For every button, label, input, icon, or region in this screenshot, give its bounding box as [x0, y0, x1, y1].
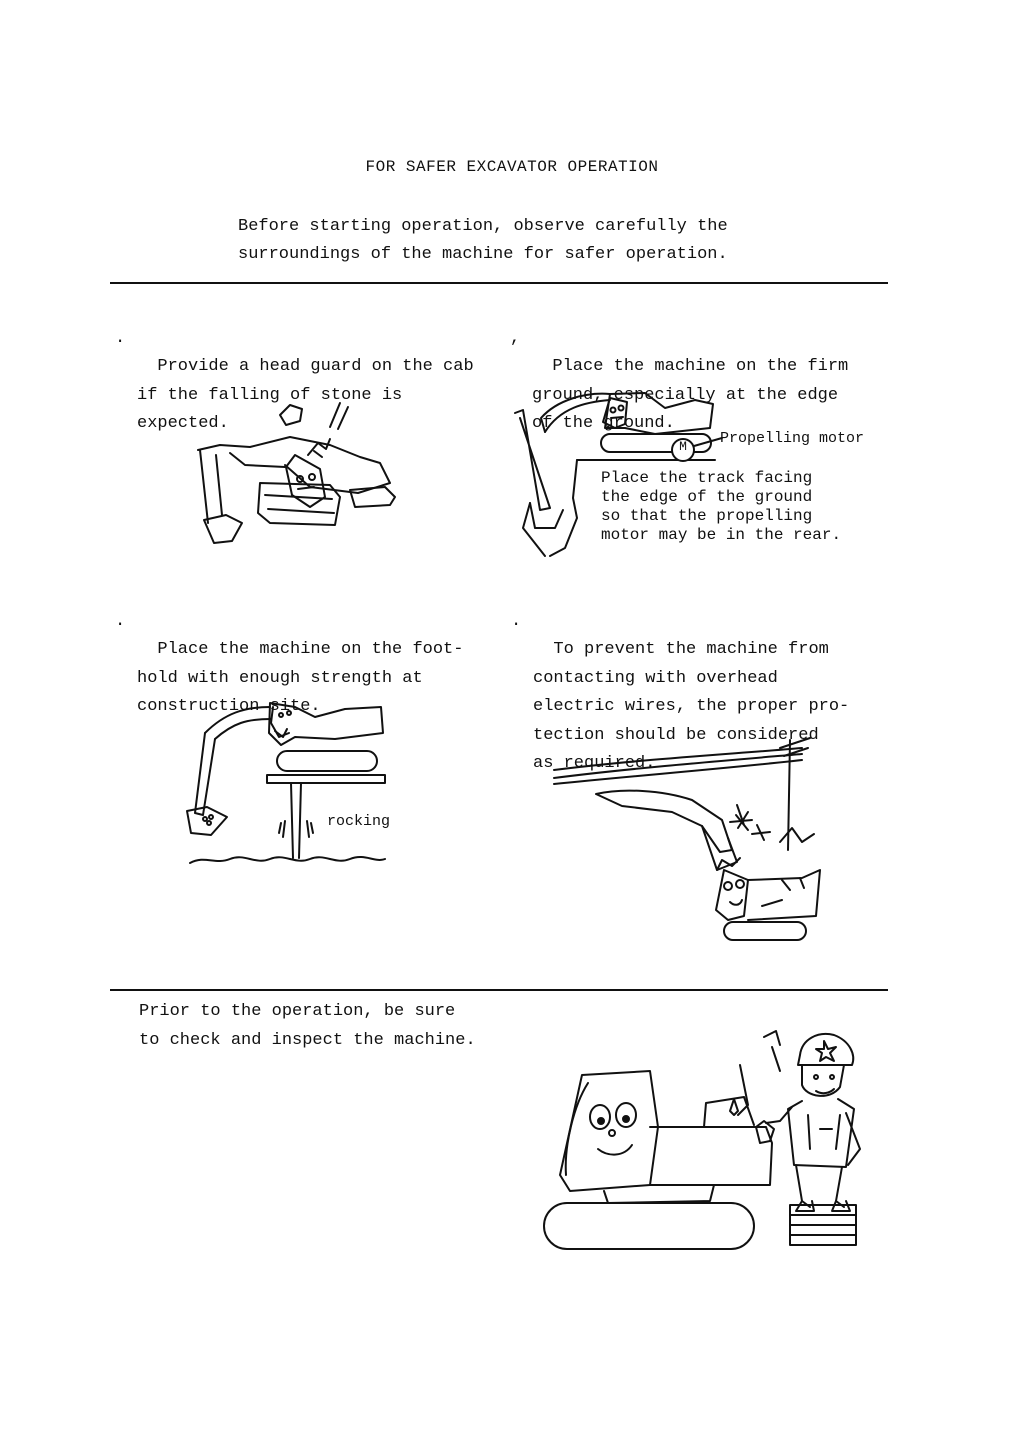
intro-text: Before starting operation, observe carefully the surroundings of the machine for safer operation.: [238, 217, 728, 264]
bullet: ,: [510, 328, 521, 348]
rocking-label: rocking: [327, 813, 391, 830]
motor-symbol-label: M: [679, 439, 687, 454]
propelling-motor-callout: Propelling motor: [720, 430, 865, 447]
excavator-falling-stone-illustration: [190, 395, 420, 550]
top-divider: [110, 282, 888, 284]
bullet: .: [511, 611, 522, 631]
bullet: .: [115, 611, 126, 631]
worker-inspecting-excavator-illustration: [540, 1025, 870, 1260]
track-placement-note: Place the track facing the edge of the ground so that the propelling motor may be in the rear.: [601, 469, 842, 544]
section-text: Provide a head guard on the cab if the falling of stone is expected.: [137, 357, 474, 433]
section-text: To prevent the machine from contacting with overhead electric wires, the proper pro- tection should be considered as required.: [533, 640, 850, 773]
excavator-rocking-foothold-illustration: [185, 693, 395, 868]
excavator-overhead-wires-illustration: [552, 730, 832, 945]
bullet: .: [115, 328, 126, 348]
bottom-divider: [110, 989, 888, 991]
inspection-text: Prior to the operation, be sure to check and inspect the machine.: [139, 1002, 476, 1050]
page-title: FOR SAFER EXCAVATOR OPERATION: [365, 158, 659, 176]
section-text: Place the machine on the foot- hold with enough strength at construction site.: [137, 640, 464, 716]
section-text: Place the machine on the firm ground, especially at the edge of the ground.: [532, 357, 849, 433]
